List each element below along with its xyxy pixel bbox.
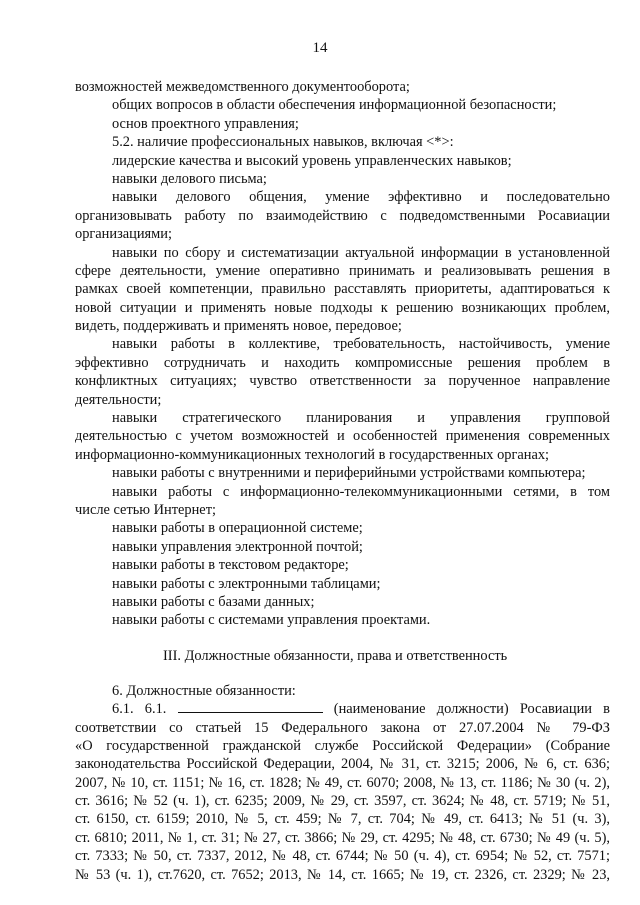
text-line: эффективно сотрудничать и находить компромиссные решения проблем в (75, 354, 610, 371)
text-line: 5.2. наличие профессиональных навыков, включая <*>: (112, 134, 454, 151)
text-line: навыки стратегического планирования и управления групповой (112, 410, 610, 427)
document-body (75, 78, 610, 884)
skills-list (75, 78, 610, 630)
text-line: навыки по сбору и систематизации актуальной информации в установленной (112, 244, 610, 261)
text-line: информационно-коммуникационных технологий в государственных органах; (75, 446, 550, 463)
text-line: числе сетью Интернет; (75, 501, 216, 518)
clause-text: (наименование должности) Росавиации в (333, 701, 610, 718)
text-line: соответствии со статьей 15 Федерального закона от 27.07.2004 № 79-ФЗ (75, 719, 610, 736)
position-name-blank (178, 700, 323, 713)
text-line: навыки работы в коллективе, требовательность, настойчивость, умение (112, 336, 610, 353)
text-line: общих вопросов в области обеспечения информационной безопасности; (112, 97, 557, 114)
text-line: возможностей межведомственного документооборота; (75, 79, 410, 95)
law-reference (75, 719, 610, 885)
text-line: навыки работы с системами управления проектами. (112, 612, 431, 629)
text-line: лидерские качества и высокий уровень управленческих навыков; (112, 152, 512, 169)
text-line: деятельностью с учетом возможностей и особенностей применения современных (75, 428, 610, 445)
text-line: навыки управления электронной почтой; (112, 538, 363, 555)
text-line: навыки работы с информационно-телекоммуникационными сетями, в том (112, 483, 610, 500)
text-line: «О государственной гражданской службе Российской Федерации» (Собрание (75, 737, 610, 754)
text-line: навыки работы с электронными таблицами; (112, 575, 381, 592)
text-line: навыки работы в операционной системе; (112, 520, 363, 537)
duties-heading: 6. Должностные обязанности: (112, 682, 296, 699)
text-line: № 53 (ч. 1), ст.7620, ст. 7652; 2013, № 14, ст. 1665; № 19, ст. 2326, ст. 2329; № 23, (75, 866, 610, 883)
clause-number: 6.1. (112, 701, 134, 718)
clause-first-line (75, 700, 610, 718)
text-line: законодательства Российской Федерации, 2004, № 31, ст. 3215; 2006, № 6, ст. 636; (75, 756, 610, 773)
text-line: ст. 7333; № 50, ст. 7337, 2012, № 48, ст. 6744; № 50 (ч. 4), ст. 6954; № 52, ст. 7571; (75, 848, 610, 865)
text-line: навыки делового общения, умение эффективно и последовательно (112, 189, 610, 206)
text-line: навыки работы с базами данных; (112, 593, 315, 610)
text-line: рамках своей компетенции, правильно расставлять приоритеты, адаптироваться к (75, 281, 610, 298)
spacer (75, 666, 610, 682)
text-line: видеть, поддерживать и применять новое, передовое; (75, 318, 402, 335)
text-line: сфере деятельности, умение оперативно принимать и реализовывать решения в (75, 262, 610, 279)
text-line: навыки делового письма; (112, 170, 267, 187)
section-title: III. Должностные обязанности, права и ответственность (163, 647, 508, 664)
text-line: деятельности; (75, 391, 162, 408)
text-line: ст. 3616; № 52 (ч. 1), ст. 6235; 2009, № 29, ст. 3597, ст. 3624; № 48, ст. 5719; № 51, (75, 793, 610, 810)
text-line: конфликтных ситуациях; чувство ответственности за порученное направление (75, 373, 610, 390)
spacer (75, 630, 610, 646)
text-line: основ проектного управления; (112, 115, 299, 132)
text-line: 2007, № 10, ст. 1151; № 16, ст. 1828; № 49, ст. 6070; 2008, № 13, ст. 1186; № 30 (ч. 2), (75, 774, 610, 791)
clause-number: 6.1. (144, 701, 167, 718)
text-line: ст. 6150, ст. 6159; 2010, № 5, ст. 459; № 7, ст. 704; № 49, ст. 6413; № 51 (ч. 3), (75, 811, 610, 828)
text-line: организациями; (75, 226, 172, 243)
text-line: организовывать работу по взаимодействию с подведомственными Росавиации (75, 207, 610, 224)
text-line: ст. 6810; 2011, № 1, ст. 31; № 27, ст. 3866; № 29, ст. 4295; № 48, ст. 6730; № 49 (ч. 5), (75, 829, 610, 846)
text-line: новой ситуации и применять новые подходы к решению возникающих проблем, (75, 299, 610, 316)
text-line: навыки работы с внутренними и периферийными устройствами компьютера; (112, 465, 586, 482)
page-number: 14 (312, 40, 328, 56)
text-line: навыки работы в текстовом редакторе; (112, 557, 349, 574)
